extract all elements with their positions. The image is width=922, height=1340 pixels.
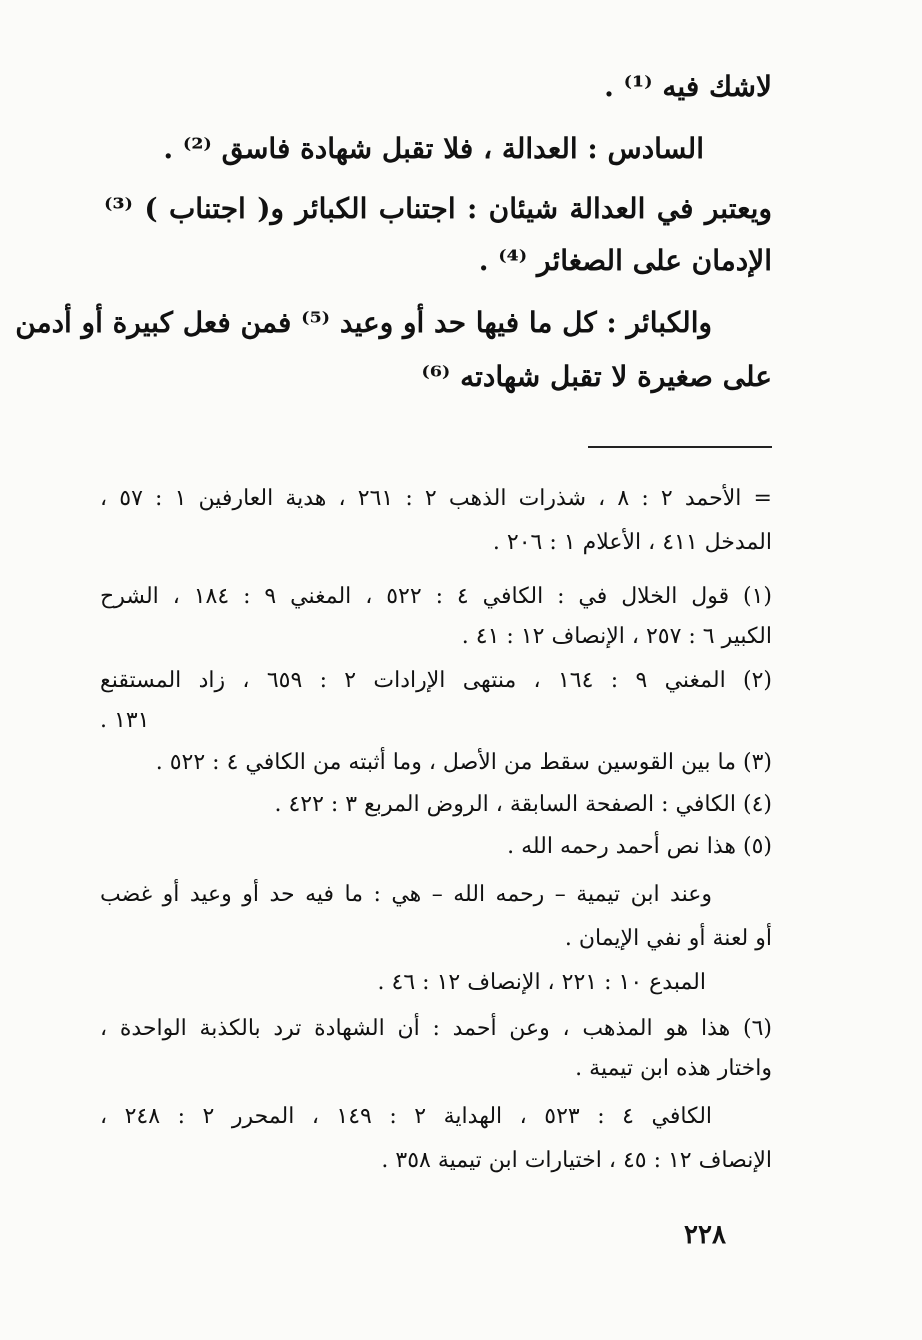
main-text-line: الإدمان على الصغائر ⁽⁴⁾ . <box>478 244 772 277</box>
page-number: ٢٢٨ <box>684 1220 726 1250</box>
main-text-line: لاشك فيه ⁽¹⁾ . <box>604 70 772 103</box>
footnote-line: ١٣١ . <box>100 708 150 733</box>
footnote-line: المبدع ١٠ : ٢٢١ ، الإنصاف ١٢ : ٤٦ . <box>377 970 706 995</box>
footnote-line: الإنصاف ١٢ : ٤٥ ، اختيارات ابن تيمية ٣٥٨ . <box>381 1148 772 1173</box>
main-text-line: والكبائر : كل ما فيها حد أو وعيد ⁽⁵⁾ فمن فعل كبيرة أو أدمن <box>15 306 712 339</box>
footnote-line: = الأحمد ٢ : ٨ ، شذرات الذهب ٢ : ٢٦١ ، هدية العارفين ١ : ٥٧ ، <box>100 486 772 511</box>
footnote-line: (١) قول الخلال في : الكافي ٤ : ٥٢٢ ، المغني ٩ : ١٨٤ ، الشرح <box>100 584 773 609</box>
footnote-line: أو لعنة أو نفي الإيمان . <box>564 926 772 951</box>
footnote-line: الكبير ٦ : ٢٥٧ ، الإنصاف ١٢ : ٤١ . <box>461 624 772 649</box>
footnote-separator <box>588 446 772 448</box>
main-text-line: ويعتبر في العدالة شيئان : اجتناب الكبائر و( اجتناب ) ⁽³⁾ <box>104 192 772 225</box>
footnote-line: واختار هذه ابن تيمية . <box>575 1056 772 1081</box>
footnote-line: (٦) هذا هو المذهب ، وعن أحمد : أن الشهادة ترد بالكذبة الواحدة ، <box>100 1016 772 1041</box>
footnote-line: (٣) ما بين القوسين سقط من الأصل ، وما أثبته من الكافي ٤ : ٥٢٢ . <box>155 750 772 775</box>
footnote-line: (٢) المغني ٩ : ١٦٤ ، منتهى الإرادات ٢ : ٦٥٩ ، زاد المستقنع <box>100 668 772 693</box>
footnote-line: (٥) هذا نص أحمد رحمه الله . <box>507 834 772 859</box>
footnote-line: المدخل ٤١١ ، الأعلام ١ : ٢٠٦ . <box>492 530 772 555</box>
footnote-line: الكافي ٤ : ٥٢٣ ، الهداية ٢ : ١٤٩ ، المحرر ٢ : ٢٤٨ ، <box>100 1104 713 1129</box>
footnote-line: (٤) الكافي : الصفحة السابقة ، الروض المربع ٣ : ٤٢٢ . <box>274 792 772 817</box>
main-text-line: على صغيرة لا تقبل شهادته ⁽⁶⁾ <box>421 360 772 393</box>
main-text-line: السادس : العدالة ، فلا تقبل شهادة فاسق ⁽²⁾ . <box>163 132 704 165</box>
footnote-line: وعند ابن تيمية – رحمه الله – هي : ما فيه حد أو وعيد أو غضب <box>100 882 712 907</box>
